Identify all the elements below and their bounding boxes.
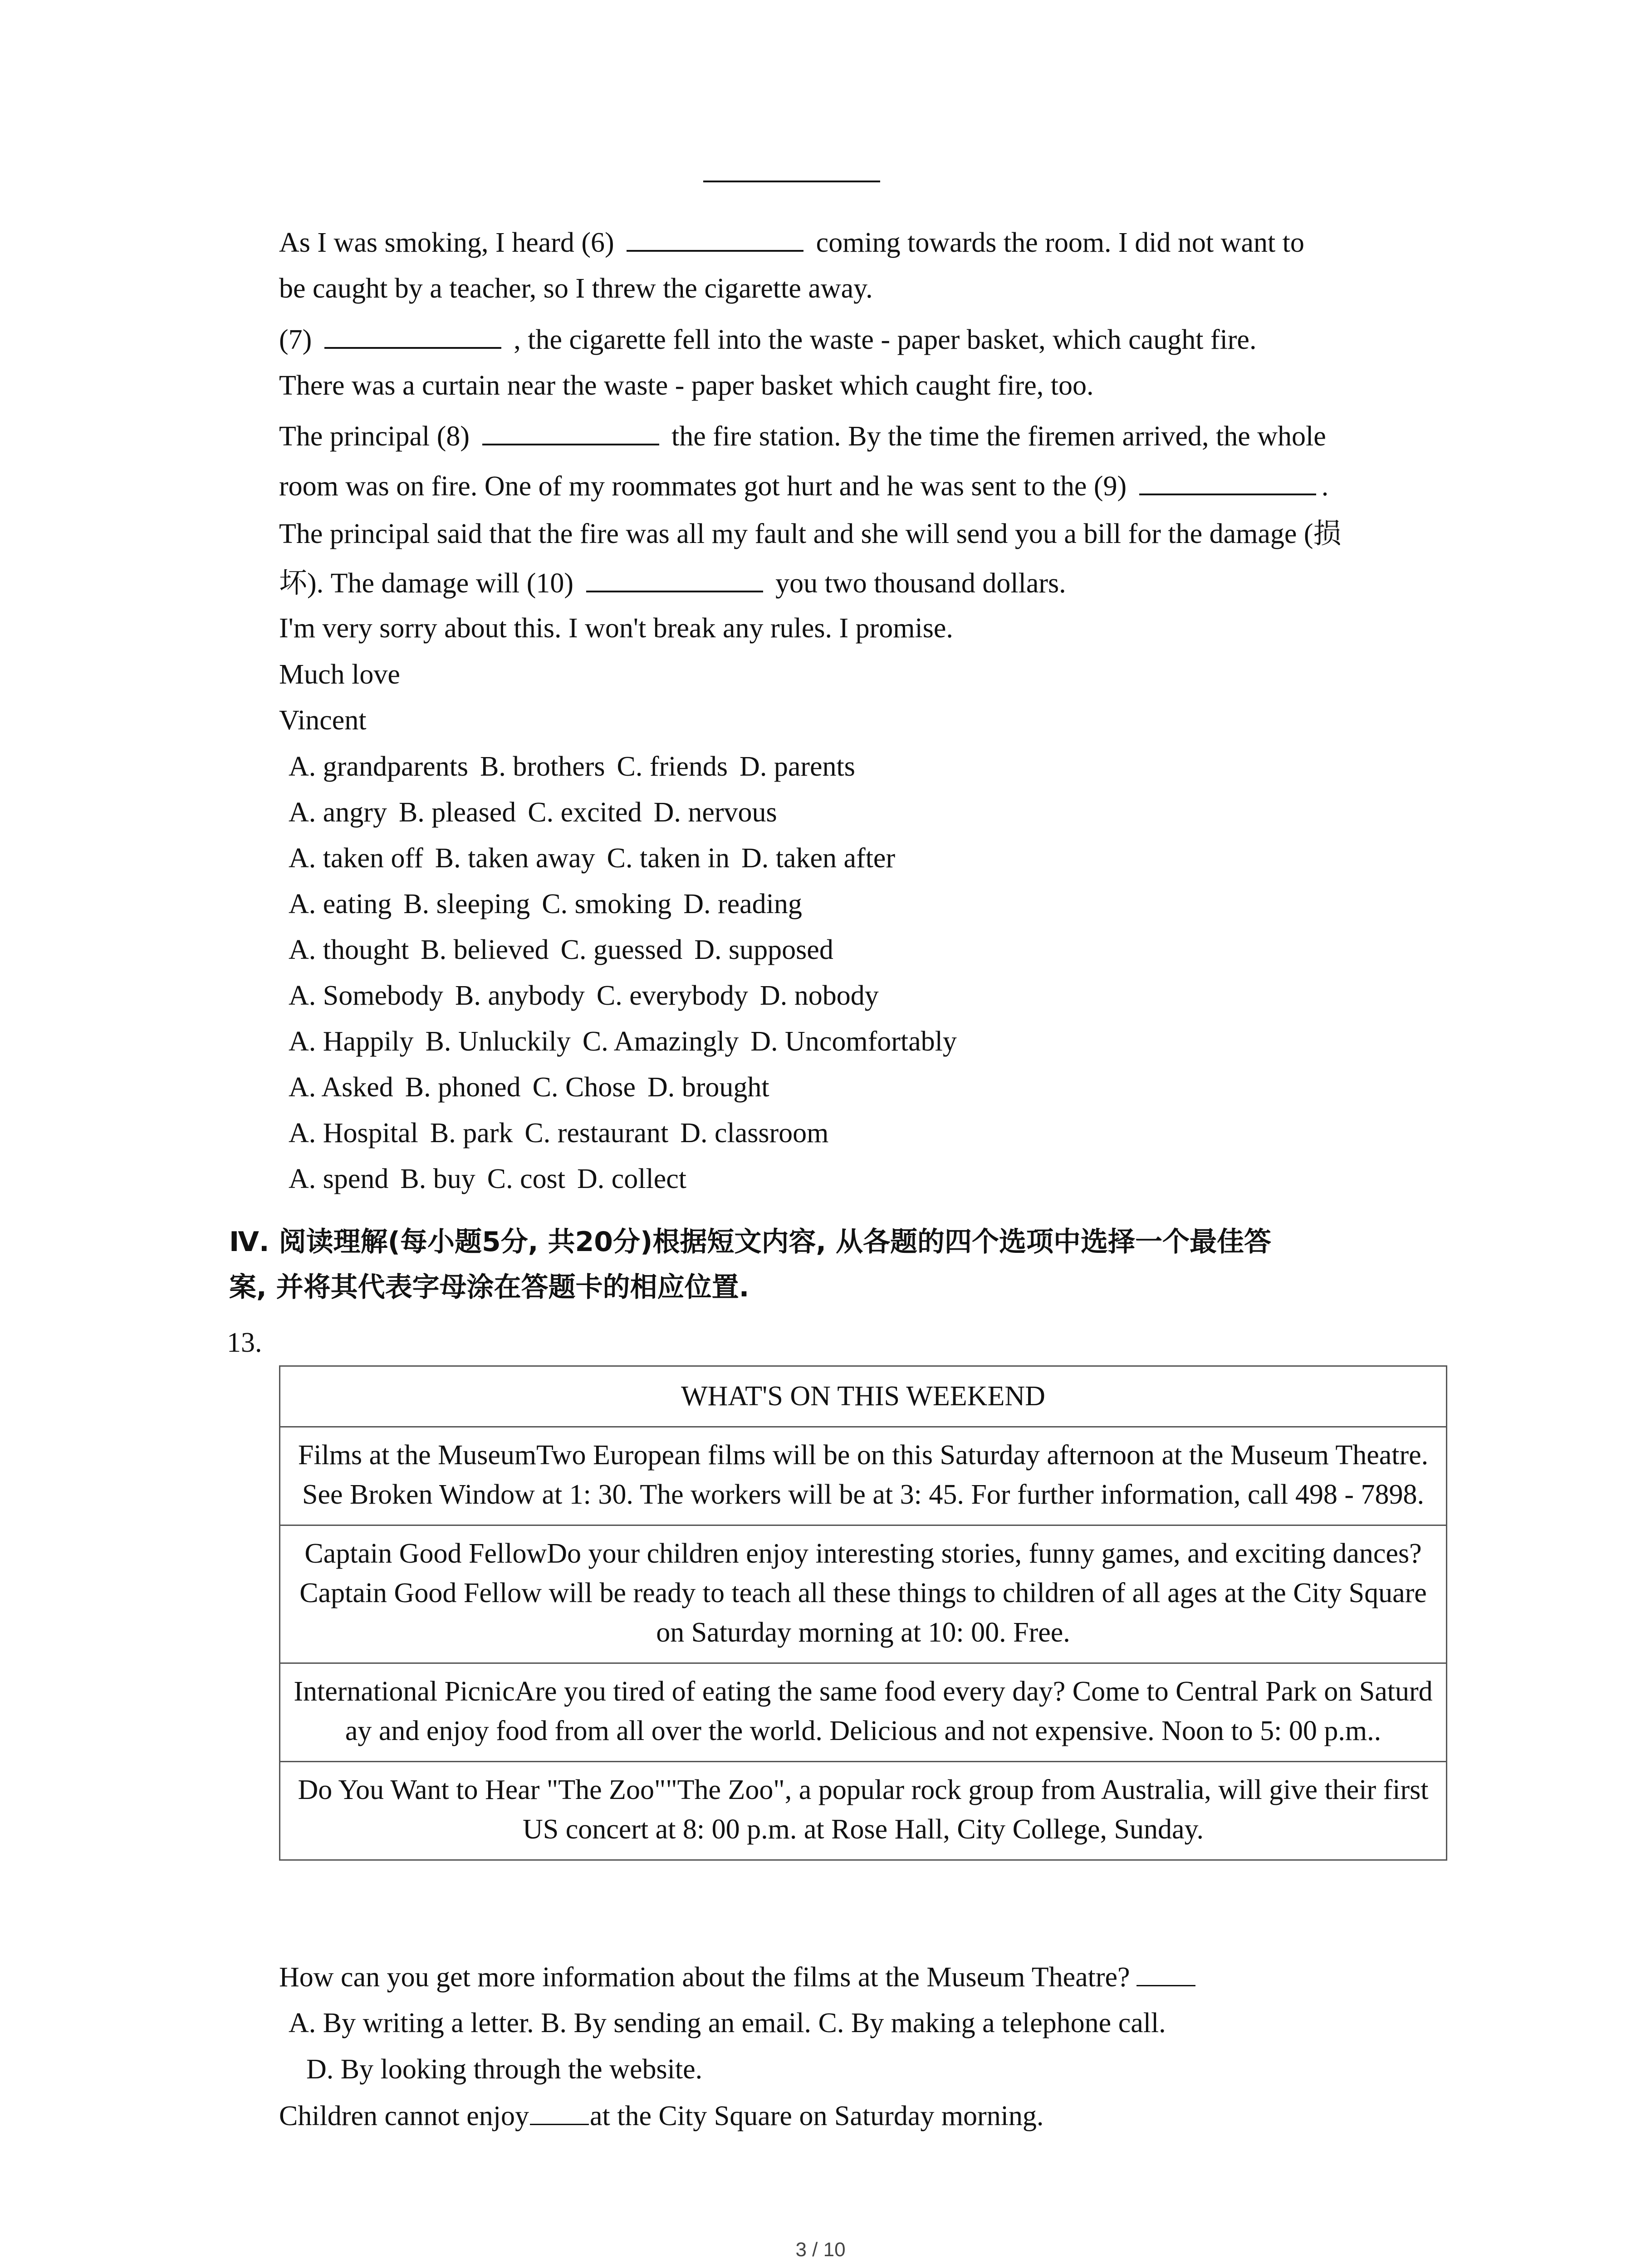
letter-text: (7) [279,324,312,355]
question-1-option-d[interactable]: D. By looking through the website. [306,2054,703,2085]
option-c[interactable]: C. Chose [532,1072,636,1103]
letter-text: As I was smoking, I heard (6) [279,227,614,258]
table-header: WHAT'S ON THIS WEEKEND [280,1366,1447,1427]
option-c[interactable]: C. guessed [560,934,683,965]
letter-text: , the cigarette fell into the waste - paper basket, which caught fire. [514,324,1257,355]
table-row: Do You Want to Hear "The Zoo""The Zoo", a popular rock group from Australia, will give their first US concert at 8: 00 p.m. at Rose Hall, City College, Sunday. [280,1762,1447,1860]
option-a[interactable]: A. angry [289,797,387,828]
blank-line-top [703,178,880,182]
letter-line-6 [279,467,1328,504]
letter-line-7: The principal said that the fire was all my fault and she will send you a bill for the damage (损 [279,518,1342,549]
option-b[interactable]: B. believed [421,934,549,965]
option-row-4 [289,886,814,922]
option-d[interactable]: D. classroom [680,1118,829,1149]
option-b[interactable]: B. taken away [435,843,595,874]
option-row-3 [289,840,907,876]
question-text: How can you get more information about the films at the Museum Theatre? [279,1962,1130,1993]
option-row-6 [289,978,891,1014]
option-c[interactable]: C. taken in [607,843,730,874]
option-c[interactable]: C. everybody [596,980,748,1011]
question-text: Children cannot enjoy [279,2101,529,2131]
option-c[interactable]: C. friends [617,751,728,782]
option-b[interactable]: B. park [430,1118,513,1149]
option-row-5 [289,932,845,968]
option-a[interactable]: A. spend [289,1163,389,1194]
option-c[interactable]: C. smoking [542,889,672,919]
section-heading-line: Ⅳ. 阅读理解(每小题5分, 共20分)根据短文内容, 从各题的四个选项中选择一个最佳答 [229,1226,1272,1258]
option-b[interactable]: B. sleeping [403,889,530,919]
option-c[interactable]: C. cost [487,1163,566,1194]
answer-blank-9[interactable] [1139,467,1316,495]
letter-line-4: There was a curtain near the waste - paper basket which caught fire, too. [279,370,1094,401]
letter-text: you two thousand dollars. [775,568,1066,599]
option-d[interactable]: D. supposed [694,934,833,965]
answer-blank-10[interactable] [586,564,763,592]
answer-blank[interactable] [530,2097,589,2125]
option-c[interactable]: C. excited [528,797,642,828]
option-b[interactable]: B. phoned [405,1072,521,1103]
option-row-7 [289,1023,969,1060]
letter-line-2: be caught by a teacher, so I threw the cigarette away. [279,273,873,304]
section-heading [229,1219,1445,1310]
option-row-2 [289,794,789,831]
question-1-options[interactable]: A. By writing a letter. B. By sending an email. C. By making a telephone call. [289,2008,1166,2038]
page-number: 3 / 10 [795,2239,846,2261]
option-a[interactable]: A. eating [289,889,392,919]
letter-text: . [1321,471,1329,502]
option-d[interactable]: D. nobody [759,980,879,1011]
letter-text: the fire station. By the time the firemen arrived, the whole [671,421,1326,452]
option-d[interactable]: D. taken after [741,843,896,874]
letter-text: coming towards the room. I did not want to [816,227,1304,258]
option-a[interactable]: A. Somebody [289,980,443,1011]
table-row: Films at the MuseumTwo European films will be on this Saturday afternoon at the Museum Theatre. See Broken Window at 1: 30. The workers will be at 3: 45. For further information, call 498 - 7898. [280,1427,1447,1525]
letter-text: The principal (8) [279,421,470,452]
section-heading-line: 案, 并将其代表字母涂在答题卡的相应位置. [229,1271,749,1303]
option-d[interactable]: D. brought [647,1072,769,1103]
answer-blank-8[interactable] [482,417,659,445]
option-d[interactable]: D. Uncomfortably [750,1026,957,1057]
option-c[interactable]: C. Amazingly [582,1026,739,1057]
option-b[interactable]: B. buy [400,1163,475,1194]
question-1-stem [279,1959,1196,1995]
option-a[interactable]: A. grandparents [289,751,468,782]
option-row-10 [289,1161,698,1197]
table-row: International PicnicAre you tired of eating the same food every day? Come to Central Park on Saturday and enjoy food from all over the world. Delicious and not expensive. Noon to 5: 00 p.m.. [280,1663,1447,1762]
option-a[interactable]: A. Hospital [289,1118,418,1149]
table-row: Captain Good FellowDo your children enjoy interesting stories, funny games, and exciting dances? Captain Good Fellow will be ready to teach all these things to children of all ages at the City Square on Saturday morning at 10: 00. Free. [280,1525,1447,1663]
question-2-stem [279,2097,1043,2134]
answer-blank-6[interactable] [627,224,803,252]
option-d[interactable]: D. nervous [653,797,777,828]
letter-text: 坏). The damage will (10) [279,568,574,599]
option-row-8 [289,1069,781,1105]
letter-line-3 [279,321,1256,358]
option-d[interactable]: D. reading [683,889,802,919]
letter-line-8 [279,564,1066,601]
option-d[interactable]: D. parents [740,751,855,782]
question-number: 13. [227,1327,262,1358]
option-row-1 [289,748,867,785]
letter-line-1 [279,224,1304,261]
option-b[interactable]: B. Unluckily [425,1026,571,1057]
option-a[interactable]: A. thought [289,934,409,965]
option-a[interactable]: A. Asked [289,1072,393,1103]
question-text: at the City Square on Saturday morning. [589,2101,1044,2131]
option-a[interactable]: A. taken off [289,843,423,874]
option-b[interactable]: B. anybody [455,980,585,1011]
option-a[interactable]: A. Happily [289,1026,414,1057]
events-table [279,1365,1447,1861]
answer-blank-7[interactable] [324,321,501,349]
letter-text: room was on fire. One of my roommates got hurt and he was sent to the (9) [279,471,1127,502]
option-b[interactable]: B. brothers [480,751,605,782]
option-row-9 [289,1115,840,1151]
option-c[interactable]: C. restaurant [524,1118,669,1149]
letter-line-9: I'm very sorry about this. I won't break any rules. I promise. [279,613,953,644]
letter-signature: Vincent [279,705,367,736]
option-b[interactable]: B. pleased [398,797,516,828]
answer-blank[interactable] [1136,1959,1195,1986]
option-d[interactable]: D. collect [577,1163,687,1194]
letter-closing: Much love [279,659,400,690]
letter-line-5 [279,417,1326,455]
